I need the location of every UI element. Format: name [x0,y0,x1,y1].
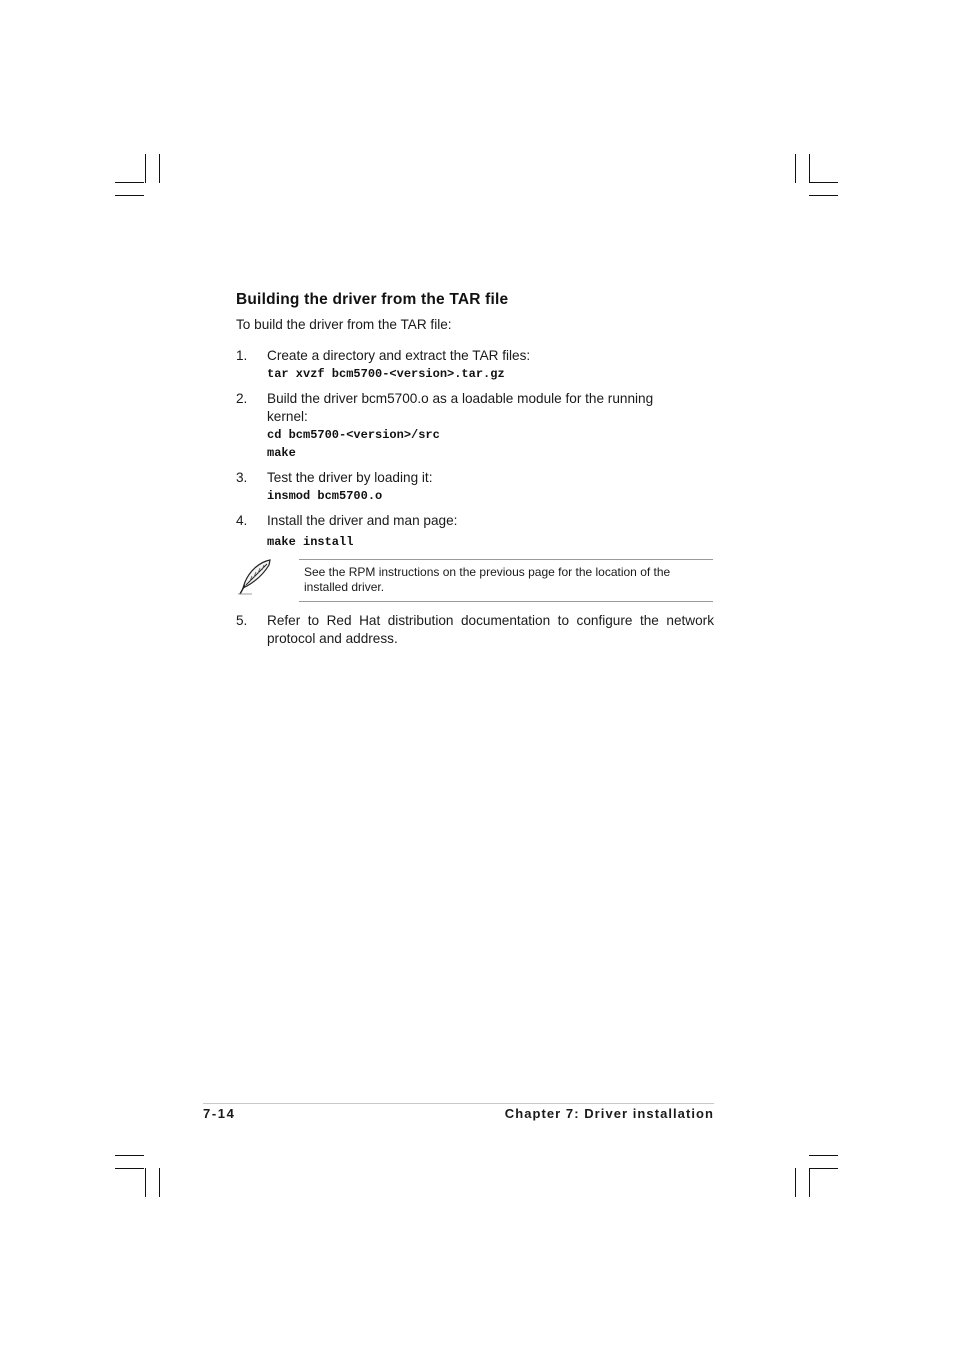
crop-mark [795,154,796,183]
step-number: 2. [236,391,248,406]
list-item [236,612,714,648]
step-text: Install the driver and man page: [267,513,458,528]
crop-mark [145,154,146,183]
step-number: 5. [236,613,248,628]
crop-mark [809,1168,838,1169]
code-line: tar xvzf bcm5700-<version>.tar.gz [267,367,505,381]
note-top-rule [299,559,713,560]
code-line: make [267,446,296,460]
footer-rule [203,1103,714,1104]
note-text: See the RPM instructions on the previous page for the location of the installed driver. [304,565,671,594]
chapter-title: Chapter 7: Driver installation [504,1106,714,1121]
crop-mark [115,1155,144,1156]
code-line: cd bcm5700-<version>/src [267,428,440,442]
intro-text: To build the driver from the TAR file: [236,317,452,332]
step-text: Build the driver bcm5700.o as a loadable module for the running kernel: [267,391,654,424]
crop-mark [145,1168,146,1197]
list-item [236,469,714,505]
crop-mark [809,154,810,183]
step-number: 1. [236,348,248,363]
crop-mark [809,1168,810,1197]
code-line: insmod bcm5700.o [267,489,383,503]
feather-pen-icon [236,557,276,597]
list-item [236,347,714,383]
crop-mark [809,1155,838,1156]
page-number: 7-14 [203,1106,236,1121]
code-line: make install [267,535,354,549]
crop-mark [115,1168,144,1169]
list-item [236,390,714,462]
crop-mark [159,154,160,183]
step-text: Refer to Red Hat distribution documentation to configure the network protocol and address. [267,613,714,646]
crop-mark [809,182,838,183]
step-number: 4. [236,513,248,528]
crop-mark [809,195,838,196]
step-text: Create a directory and extract the TAR files: [267,348,531,363]
crop-mark [115,182,144,183]
note-bottom-rule [299,601,713,602]
step-number: 3. [236,470,248,485]
section-heading: Building the driver from the TAR file [236,291,509,308]
crop-mark [795,1168,796,1197]
step-text: Test the driver by loading it: [267,470,433,485]
crop-mark [115,195,144,196]
crop-mark [159,1168,160,1197]
list-item [236,512,714,551]
